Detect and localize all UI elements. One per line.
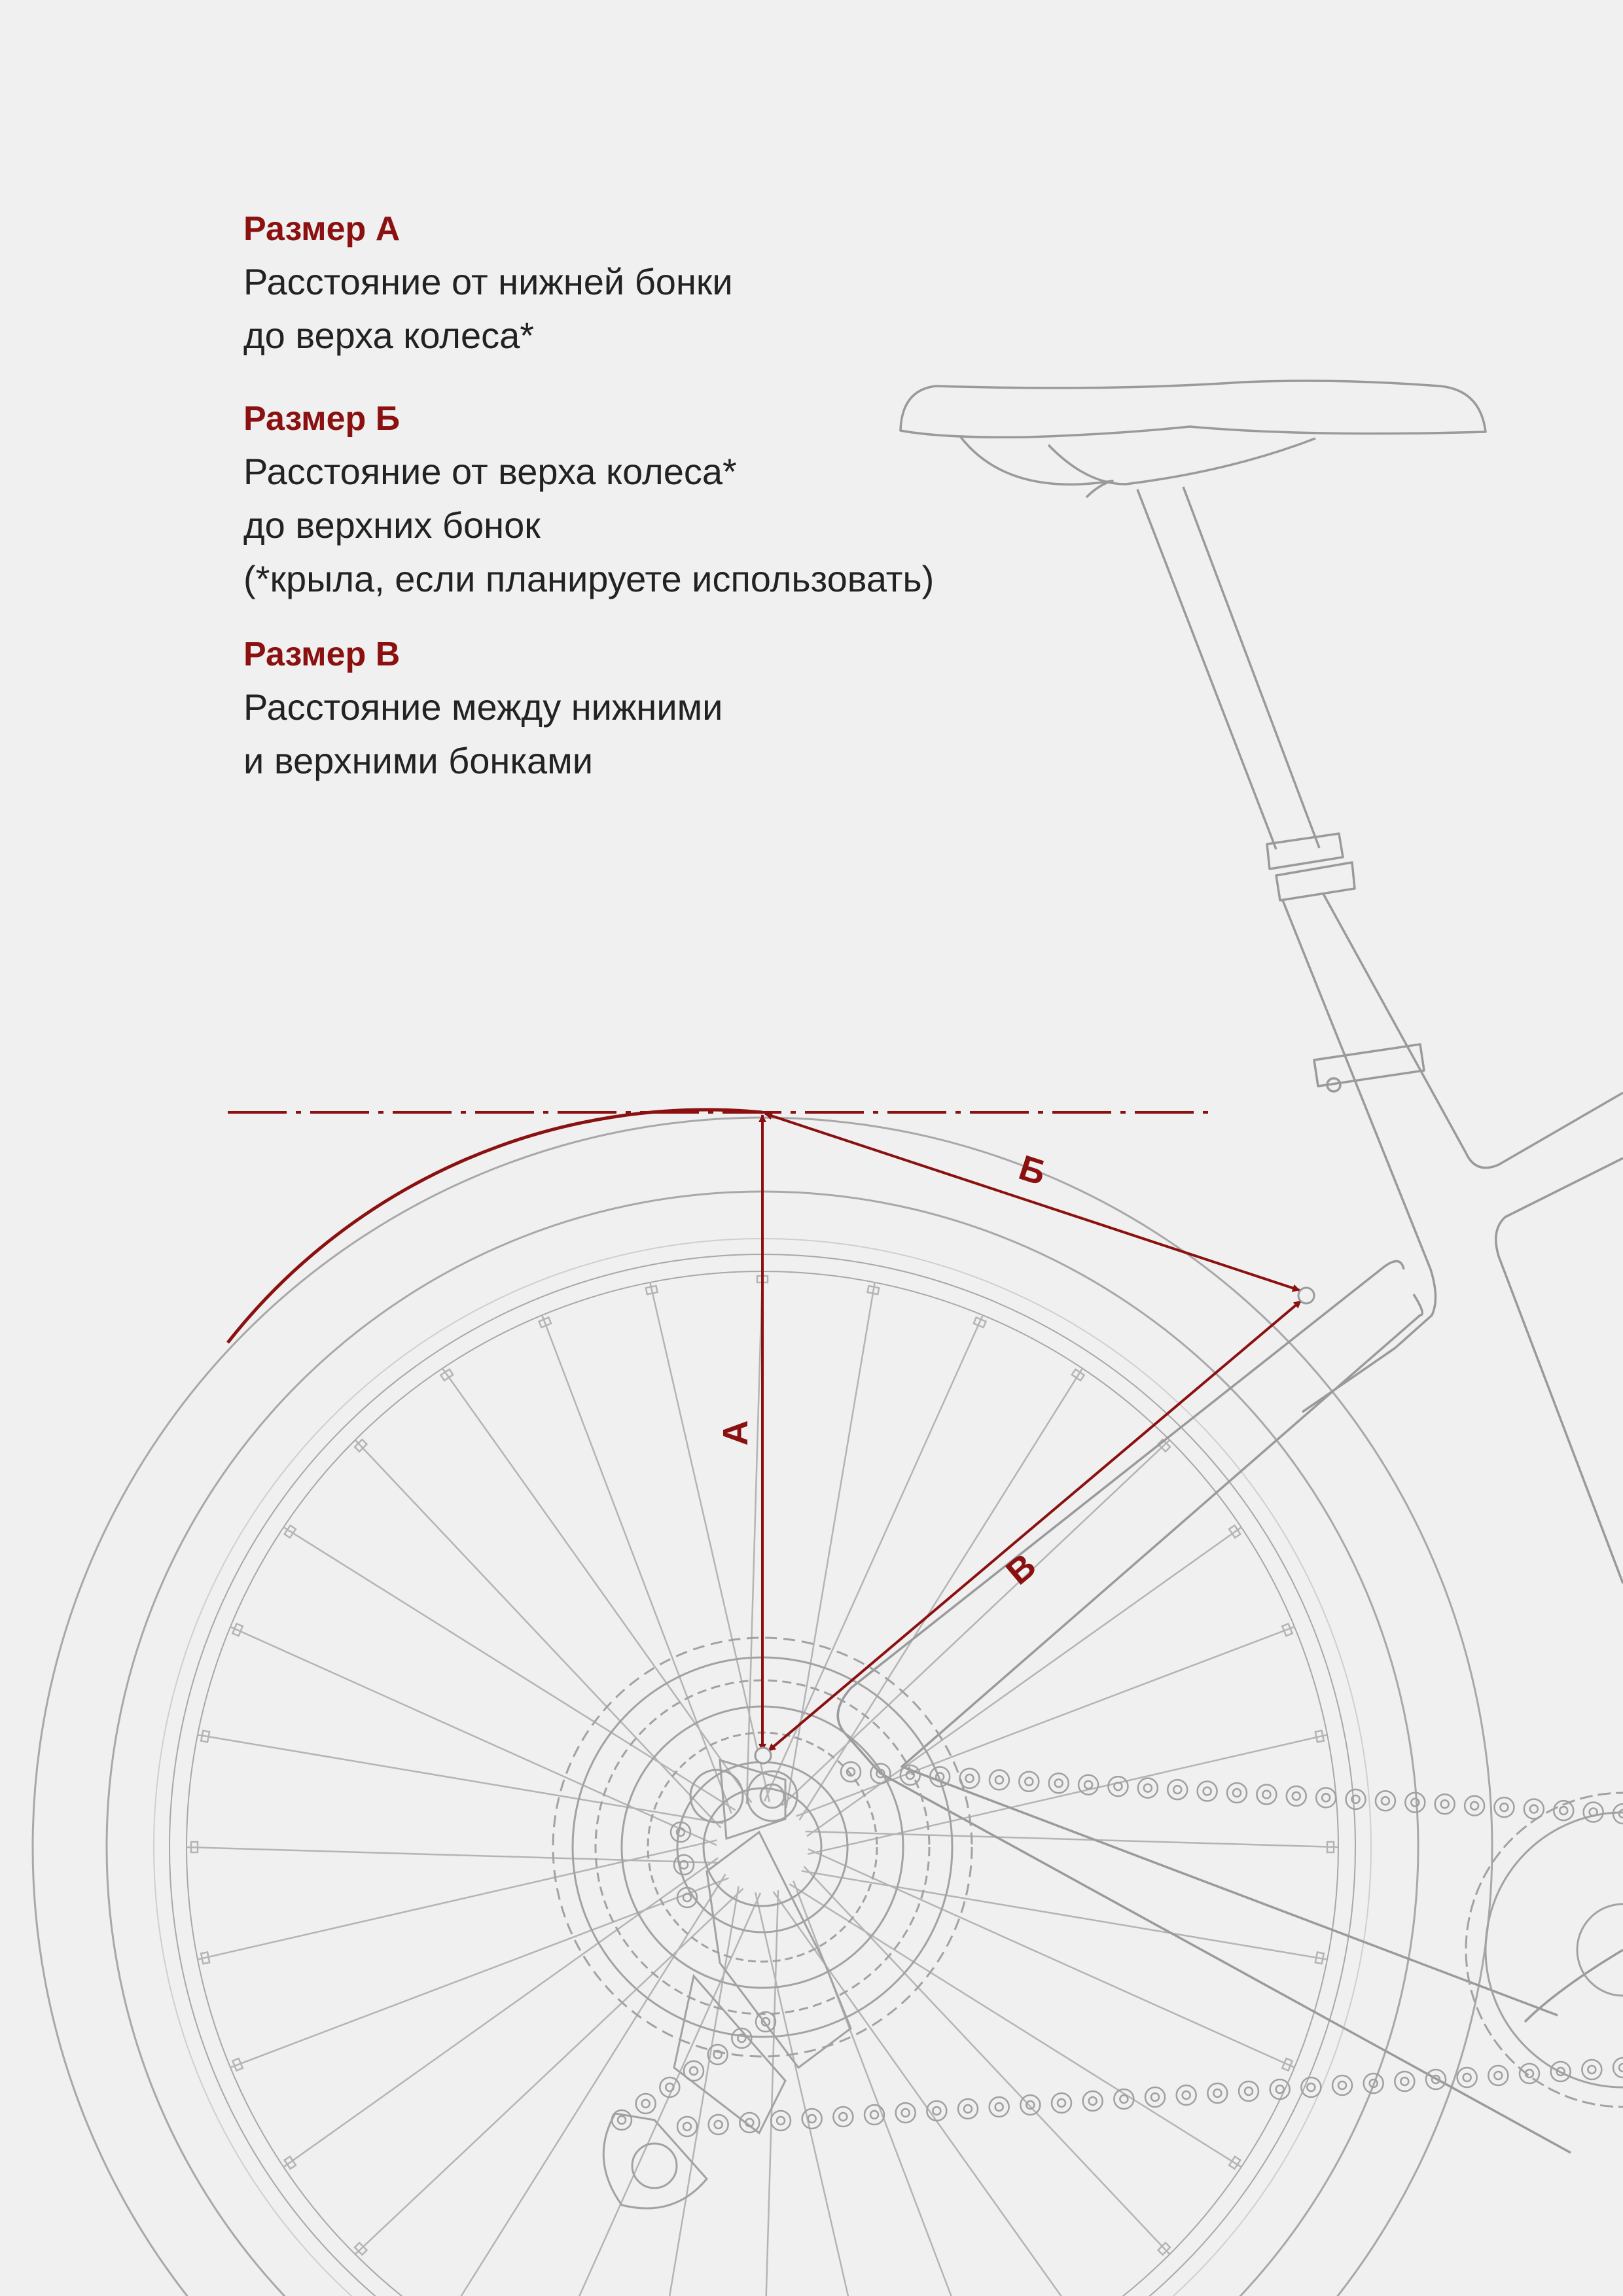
- chain-link: [865, 2105, 884, 2125]
- chainring: [1466, 1793, 1623, 2107]
- chain-pin: [995, 1776, 1003, 1784]
- dimension-a-label: А: [716, 1420, 755, 1446]
- chain-link: [1114, 2089, 1133, 2109]
- chain-link: [1108, 1776, 1128, 1796]
- chain-pin: [1411, 1799, 1419, 1807]
- spoke: [355, 1888, 743, 2254]
- size-a-title: Размер А: [243, 210, 401, 248]
- chain-link: [677, 2117, 697, 2136]
- chain-link: [709, 2115, 728, 2134]
- chain-pin: [1500, 1803, 1508, 1811]
- chain-pin: [1262, 1790, 1270, 1798]
- chain-pin: [1441, 1800, 1449, 1808]
- chain-link: [1465, 1796, 1484, 1816]
- chain-pin: [1213, 2089, 1221, 2097]
- chain-link: [1457, 2068, 1477, 2087]
- spoke: [793, 1881, 982, 2296]
- chain-pin: [1151, 2093, 1159, 2101]
- spoke: [799, 1368, 1082, 1820]
- chain-pin: [1173, 1786, 1181, 1793]
- chain-link: [1079, 1775, 1098, 1795]
- chain-link: [1198, 1782, 1217, 1801]
- chain-pin: [1058, 2099, 1065, 2107]
- chain-pin: [966, 1775, 974, 1782]
- chain-pin: [995, 2103, 1003, 2111]
- chain-pin: [1463, 2074, 1471, 2081]
- chain-link: [1520, 2064, 1539, 2083]
- chainring-inner: [1486, 1812, 1623, 2087]
- chain-link: [930, 1767, 950, 1786]
- chain-pin: [1382, 1797, 1389, 1805]
- chain-pin: [808, 2115, 816, 2123]
- chain-pin: [933, 2107, 940, 2115]
- chain-link: [1257, 1784, 1276, 1804]
- down-tube-stub: [1496, 1158, 1623, 1583]
- chain-link: [1613, 2058, 1623, 2077]
- spoke: [198, 1840, 717, 1959]
- chain-link: [674, 1855, 694, 1875]
- chain-link: [1435, 1794, 1455, 1814]
- spoke: [808, 1849, 1294, 2068]
- chain-link: [1613, 1804, 1623, 1824]
- size-b-title: Размер Б: [243, 400, 401, 438]
- size-b-line-1: Расстояние от верха колеса*: [243, 451, 737, 492]
- chain-link: [771, 2111, 791, 2130]
- chain-pin: [1144, 1784, 1152, 1792]
- size-b-line-3: (*крыла, если планируете использовать): [243, 558, 935, 599]
- chain-pin: [1055, 1779, 1063, 1787]
- chain-link: [960, 1769, 980, 1788]
- chain-link: [1582, 2060, 1601, 2079]
- spoke: [283, 1527, 735, 1810]
- chain-link: [612, 2110, 632, 2130]
- chain-link: [1207, 2083, 1227, 2103]
- chain: [612, 1762, 1623, 2136]
- seat-tube-right: [1323, 894, 1623, 1168]
- chain-link: [1524, 1799, 1544, 1819]
- chain-pin: [1530, 1805, 1538, 1813]
- spoke: [747, 1271, 762, 1804]
- chain-link: [896, 2103, 916, 2123]
- chain-pin: [1619, 1810, 1623, 1818]
- spoke: [806, 1831, 1338, 1847]
- chain-pin: [1588, 2066, 1596, 2074]
- chain-link: [1239, 2081, 1258, 2101]
- dimension-c-label: В: [999, 1545, 1044, 1593]
- spoke: [764, 1315, 983, 1801]
- chain-link: [1494, 1797, 1514, 1817]
- chain-link: [833, 2107, 853, 2127]
- dimension-overlay: [228, 1110, 1314, 1763]
- spoke: [442, 1368, 751, 1803]
- chain-pin: [839, 2113, 847, 2121]
- spoke: [802, 1871, 1327, 1959]
- chainstay-tail: [1525, 1950, 1623, 2022]
- upper-mount-point: [1298, 1288, 1314, 1303]
- chain-pin: [1560, 1807, 1567, 1814]
- spoke: [230, 1627, 717, 1845]
- chain-pin: [870, 2111, 878, 2119]
- seatpost: [1137, 487, 1319, 849]
- spoke: [355, 1440, 721, 1828]
- chain-link: [1049, 1773, 1069, 1793]
- chain-link: [1270, 2079, 1290, 2099]
- chain-link: [1052, 2093, 1071, 2113]
- chain-link: [684, 2061, 704, 2081]
- chain-link: [990, 1770, 1009, 1790]
- chain-pin: [1233, 1789, 1241, 1797]
- seat-tube-left: [1283, 900, 1436, 1348]
- chain-link: [1020, 2095, 1040, 2115]
- chain-pin: [1204, 1788, 1211, 1795]
- chainstay-inner: [902, 1294, 1558, 2015]
- chain-link: [1395, 2072, 1414, 2091]
- size-a-line-1: Расстояние от нижней бонки: [243, 261, 733, 302]
- chain-pin: [683, 2123, 691, 2130]
- spoke: [650, 1282, 769, 1802]
- chain-pin: [1276, 2085, 1284, 2093]
- spoke: [187, 1847, 719, 1863]
- chain-pin: [1307, 2083, 1315, 2091]
- chain-pin: [683, 1894, 691, 1901]
- spoke: [442, 1874, 725, 2296]
- chain-link: [740, 2113, 759, 2132]
- spoke: [804, 1867, 1169, 2255]
- chain-link: [1177, 2085, 1196, 2105]
- chain-pin: [1084, 1781, 1092, 1789]
- dropout-bolt-inner: [760, 1784, 784, 1808]
- crank-spindle: [1577, 1904, 1623, 1996]
- chain-pin: [1089, 2097, 1097, 2105]
- seat-collar: [1267, 834, 1355, 900]
- lower-mount-point: [755, 1748, 771, 1763]
- spoke: [786, 1282, 874, 1808]
- chain-pin: [777, 2117, 785, 2125]
- chain-pin: [1293, 1792, 1300, 1800]
- chain-link: [1405, 1793, 1425, 1812]
- saddle: [901, 381, 1486, 437]
- dropout-bolt: [747, 1771, 797, 1821]
- spoke: [755, 1892, 874, 2296]
- chain-link: [802, 2109, 822, 2128]
- chain-pin: [1338, 2081, 1346, 2089]
- chain-pin: [1322, 1793, 1330, 1801]
- dimension-c-arrow: [768, 1301, 1301, 1751]
- chain-link: [1168, 1780, 1187, 1799]
- size-b-line-2: до верхних бонок: [243, 504, 541, 546]
- chain-link: [841, 1762, 861, 1782]
- chain-pin: [1025, 1778, 1033, 1786]
- spoke: [782, 1440, 1170, 1806]
- chain-pin: [1245, 2087, 1253, 2095]
- jockey-wheel: [632, 2144, 677, 2188]
- chain-pin: [1471, 1802, 1478, 1810]
- dimension-b-arrow: [765, 1114, 1300, 1290]
- size-c-title: Размер В: [243, 635, 401, 673]
- size-c-line-2: и верхними бонками: [243, 740, 593, 781]
- cassette-ring-6: [704, 1788, 821, 1906]
- dimension-b-label: Б: [1014, 1148, 1051, 1193]
- chain-pin: [642, 2100, 650, 2108]
- chain-link: [1584, 1803, 1603, 1822]
- chain-link: [1316, 1788, 1336, 1807]
- chain-link: [1332, 2075, 1352, 2095]
- spoke: [789, 1884, 1241, 2166]
- chain-link: [756, 2012, 776, 2032]
- chain-pin: [715, 2121, 722, 2128]
- seatstay-top: [1302, 1348, 1395, 1412]
- chain-pin: [964, 2105, 972, 2113]
- fender-arc: [228, 1110, 762, 1343]
- derailleur-body: [674, 1976, 785, 2133]
- size-a-line-2: до верха колеса*: [243, 315, 535, 356]
- chain-link: [1488, 2066, 1508, 2085]
- chain-link: [1346, 1790, 1366, 1809]
- chain-link: [1019, 1772, 1039, 1792]
- chain-pin: [618, 2116, 626, 2124]
- chain-link: [1138, 1778, 1158, 1798]
- chain-pin: [1400, 2077, 1408, 2085]
- chain-link: [990, 2097, 1009, 2117]
- spoke: [762, 1890, 778, 2296]
- chain-pin: [902, 2109, 910, 2117]
- chain-pin: [1120, 2095, 1128, 2103]
- chain-link: [1145, 2087, 1165, 2107]
- spoke: [808, 1735, 1327, 1854]
- chain-pin: [690, 2067, 698, 2075]
- chain-pin: [1619, 2064, 1623, 2072]
- chain-link: [636, 2094, 656, 2113]
- chain-link: [1227, 1783, 1247, 1803]
- chain-link: [1083, 2091, 1103, 2111]
- chain-link: [1376, 1791, 1395, 1810]
- spoke: [198, 1735, 723, 1823]
- chain-link: [958, 2099, 978, 2119]
- size-c-line-1: Расстояние между нижними: [243, 686, 723, 728]
- saddle-rails: [961, 437, 1315, 497]
- chain-pin: [1183, 2091, 1190, 2099]
- chain-link: [1287, 1786, 1306, 1806]
- drivetrain: [553, 1638, 1623, 2208]
- chain-pin: [1494, 2072, 1502, 2079]
